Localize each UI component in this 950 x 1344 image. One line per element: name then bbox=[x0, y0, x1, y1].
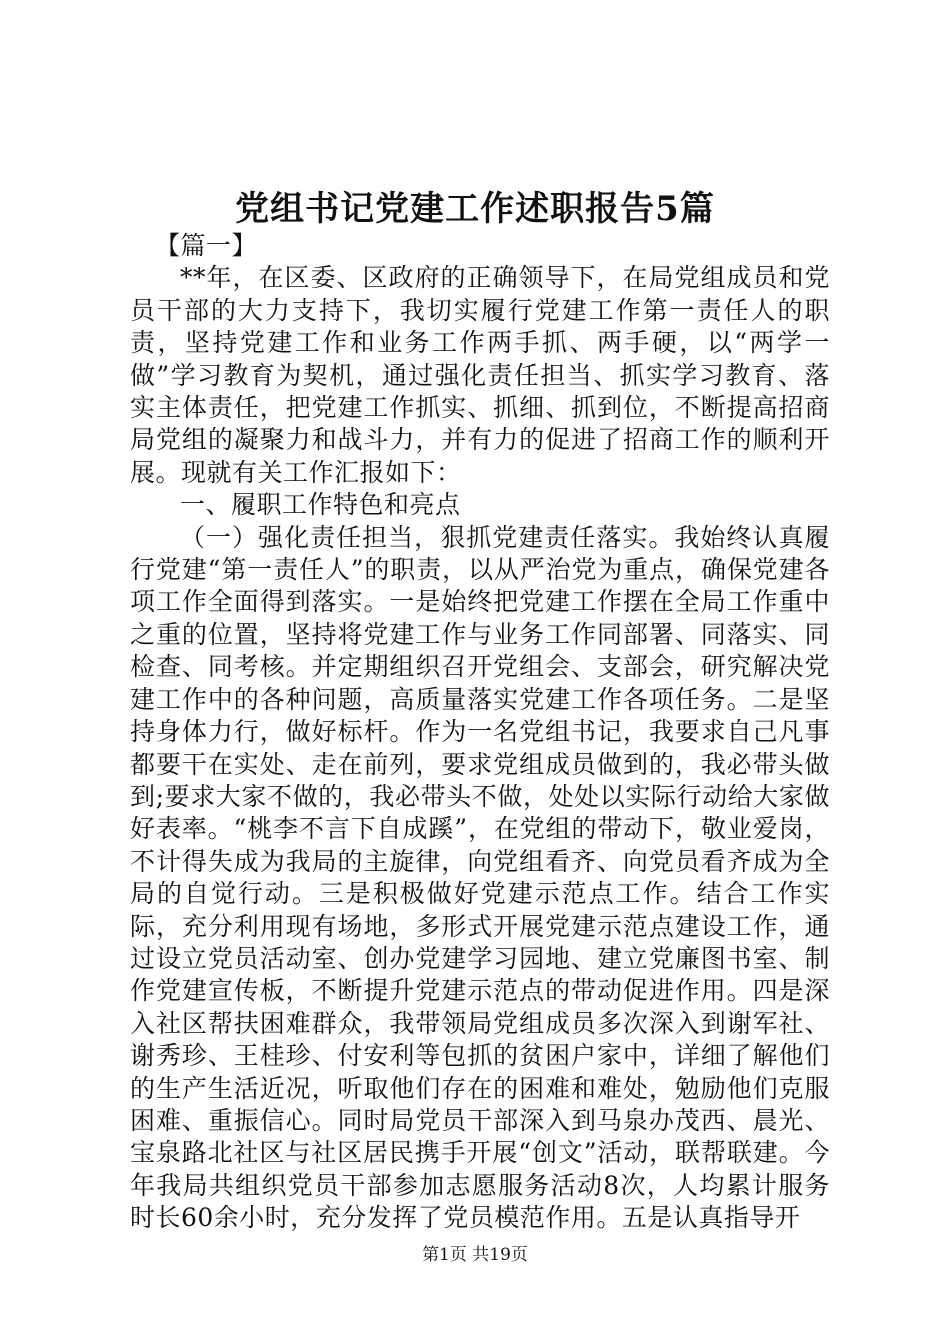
paragraph-intro: **年，在区委、区政府的正确领导下，在局党组成员和党员干部的大力支持下，我切实履行党建工作第一责任人的职责，坚持党建工作和业务工作两手抓、两手硬，以“两学一做”学习教育为契机，通过强化责任担当、抓实学习教育、落实主体责任，把党建工作抓实、抓细、抓到位，不断提高招商局党组的凝聚力和战斗力，并有力的促进了招商工作的顺利开展。现就有关工作汇报如下： bbox=[130, 263, 830, 487]
document-title: 党组书记党建工作述职报告5篇 bbox=[235, 189, 715, 229]
section-label: 【篇一】 bbox=[155, 231, 258, 260]
document-body bbox=[130, 230, 830, 1235]
paragraph-body: （一）强化责任担当，狠抓党建责任落实。我始终认真履行党建“第一责任人”的职责，以从严治党为重点，确保党建各项工作全面得到落实。一是始终把党建工作摆在全局工作重中之重的位置，坚持将党建工作与业务工作同部署、同落实、同检查、同考核。并定期组织召开党组会、支部会，研究解决党建工作中的各种问题，高质量落实党建工作各项任务。二是坚持身体力行，做好标杆。作为一名党组书记，我要求自己凡事都要干在实处、走在前列，要求党组成员做到的，我必带头做到;要求大家不做的，我必带头不做，处处以实际行动给大家做好表率。“桃李不言下自成蹊”，在党组的带动下，敬业爱岗，不计得失成为我局的主旋律，向党组看齐、向党员看齐成为全局的自觉行动。三是积极做好党建示范点工作。结合工作实际，充分利用现有场地，多形式开展党建示范点建设工作，通过设立党员活动室、创办党建学习园地、建立党廉图书室、制作党建宣传板，不断提升党建示范点的带动促进作用。四是深入社区帮扶困难群众，我带领局党组成员多次深入到谢军社、谢秀珍、王桂珍、付安利等包抓的贫困户家中，详细了解他们的生产生活近况，听取他们存在的困难和难处，勉励他们克服困难、重振信心。同时局党员干部深入到马泉办茂西、晨光、宝泉路北社区与社区居民携手开展“创文”活动，联帮联建。今年我局共组织党员干部参加志愿服务活动8次，人均累计服务时长60余小时，充分发挥了党员模范作用。五是认真指导开 bbox=[130, 522, 830, 1233]
page-footer: 第1页 共19页 bbox=[422, 1245, 528, 1265]
section-heading: 一、履职工作特色和亮点 bbox=[180, 490, 461, 520]
